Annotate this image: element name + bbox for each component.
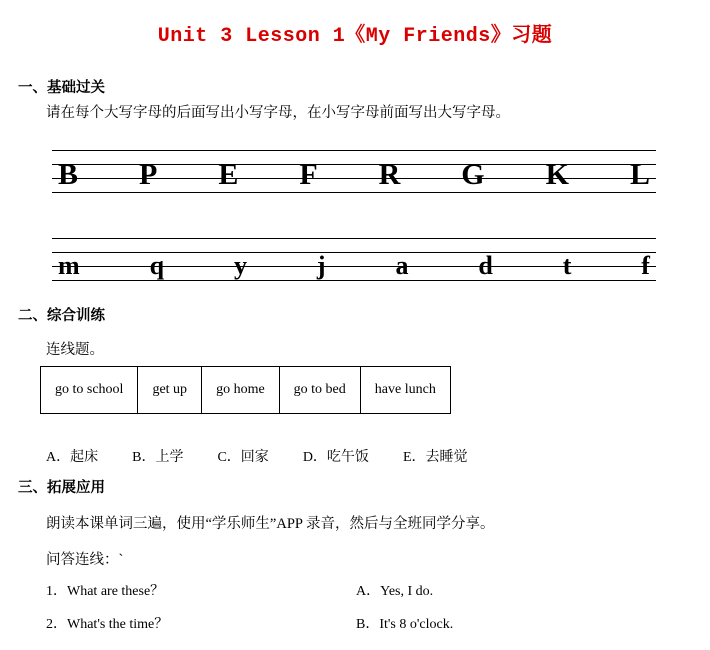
section-heading-2: 二、综合训练 — [18, 308, 105, 324]
letter: R — [378, 158, 401, 191]
worksheet-page — [0, 18, 710, 650]
letter: j — [316, 251, 326, 280]
matching-phrases-table — [40, 366, 451, 414]
qa-answer[interactable]: B．It's 8 o'clock. — [356, 617, 454, 632]
option-d[interactable]: D．吃午饭 — [302, 450, 369, 465]
uppercase-writing-lines — [52, 150, 656, 192]
phrase-cell[interactable]: go home — [202, 367, 280, 414]
section-3-instruction-1: 朗读本课单词三遍，使用“学乐师生”APP 录音，然后与全班同学分享。 — [46, 516, 495, 532]
section-3-instruction-2: 问答连线：` — [46, 552, 124, 568]
uppercase-letters — [52, 148, 656, 192]
letter: K — [545, 158, 569, 191]
lowercase-letters — [52, 236, 656, 280]
staff-rule — [52, 280, 656, 281]
qa-row — [46, 580, 666, 600]
matching-options-row — [46, 446, 468, 466]
letter: F — [299, 158, 318, 191]
lowercase-writing-lines — [52, 238, 656, 280]
letter: P — [139, 158, 158, 191]
phrase-cell[interactable]: get up — [138, 367, 202, 414]
page-title: Unit 3 Lesson 1《My Friends》习题 — [157, 25, 553, 48]
staff-rule — [52, 192, 656, 193]
option-a[interactable]: A．起床 — [46, 450, 99, 465]
option-e[interactable]: E．去睡觉 — [402, 450, 468, 465]
option-c[interactable]: C．回家 — [217, 450, 269, 465]
phrase-cell[interactable]: have lunch — [360, 367, 450, 414]
table-row — [41, 367, 451, 414]
letter: d — [478, 251, 493, 280]
letter: m — [58, 251, 80, 280]
qa-row — [46, 613, 666, 633]
section-heading-3: 三、拓展应用 — [18, 480, 105, 496]
section-heading-1: 一、基础过关 — [18, 80, 105, 96]
letter: y — [233, 251, 247, 280]
qa-question[interactable]: 2．What's the time？ — [46, 617, 169, 632]
section-1-instruction: 请在每个大写字母的后面写出小写字母，在小写字母前面写出大写字母。 — [46, 105, 510, 121]
letter: a — [395, 251, 409, 280]
letter: E — [218, 158, 239, 191]
letter: L — [629, 158, 650, 191]
qa-matching-list — [46, 580, 666, 646]
section-2-instruction: 连线题。 — [46, 342, 104, 358]
letter: t — [562, 251, 572, 280]
phrase-cell[interactable]: go to bed — [279, 367, 360, 414]
option-b[interactable]: B．上学 — [132, 450, 184, 465]
qa-answer[interactable]: A．Yes, I do. — [356, 584, 434, 599]
letter: G — [461, 158, 485, 191]
phrase-cell[interactable]: go to school — [41, 367, 138, 414]
letter: q — [149, 251, 165, 280]
qa-question[interactable]: 1．What are these？ — [46, 584, 165, 599]
letter: B — [58, 158, 79, 191]
letter: f — [641, 251, 650, 280]
